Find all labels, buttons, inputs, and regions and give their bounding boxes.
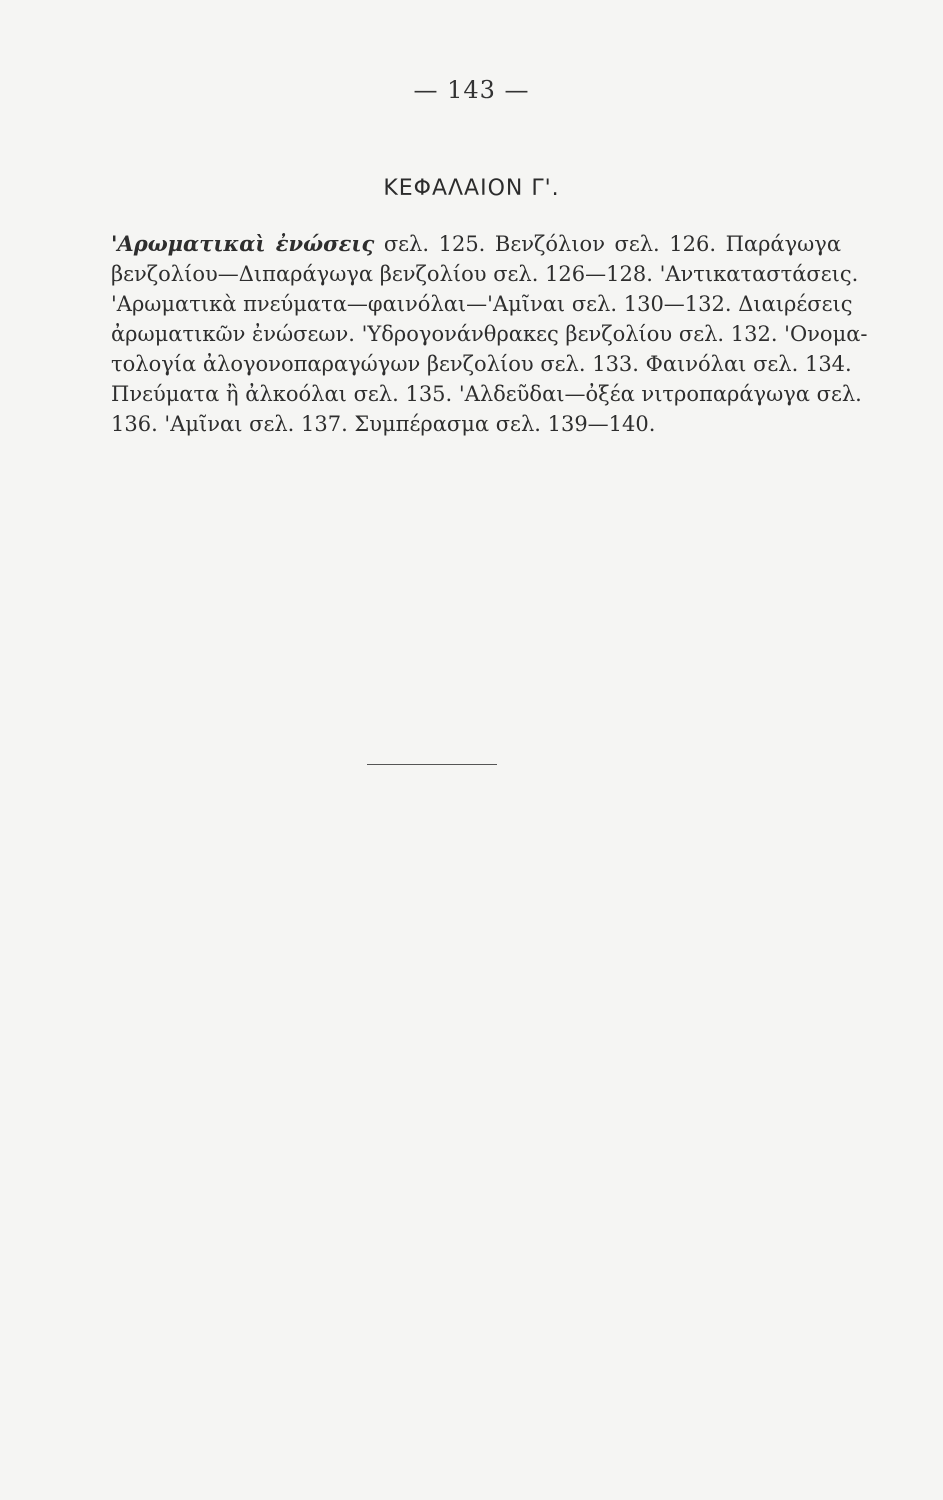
- summary-line-1-rest: σελ. 125. Βενζόλιον σελ. 126. Παράγωγα: [374, 232, 841, 256]
- chapter-summary: [111, 229, 868, 439]
- summary-line-1: [111, 229, 841, 259]
- summary-line-3: 'Αρωματικὰ πνεύματα—φαινόλαι—'Αμῖναι σελ. 130—132. Διαιρέσεις: [111, 292, 853, 316]
- summary-line-6: Πνεύματα ἢ ἀλκοόλαι σελ. 135. 'Αλδεῦδαι—ὀξέα νιτροπαράγωγα σελ.: [111, 382, 862, 406]
- summary-line-2: βενζολίου—Διπαράγωγα βενζολίου σελ. 126—128. 'Αντικαταστάσεις.: [111, 262, 859, 286]
- summary-line-7: 136. 'Αμῖναι σελ. 137. Συμπέρασμα σελ. 139—140.: [111, 412, 656, 436]
- summary-line-4: ἀρωματικῶν ἐνώσεων. 'Υδρογονάνθρακες βενζολίου σελ. 132. 'Ονομα-: [111, 322, 868, 346]
- chapter-heading: ΚΕΦΑΛΑΙΟΝ Γ'.: [383, 176, 560, 201]
- page-number: — 143 —: [413, 76, 530, 104]
- summary-line-5: τολογία ἀλογονοπαραγώγων βενζολίου σελ. 133. Φαινόλαι σελ. 134.: [111, 352, 852, 376]
- summary-lead-italic: 'Αρωματικαὶ ἐνώσεις: [111, 231, 375, 256]
- section-divider: [367, 764, 497, 765]
